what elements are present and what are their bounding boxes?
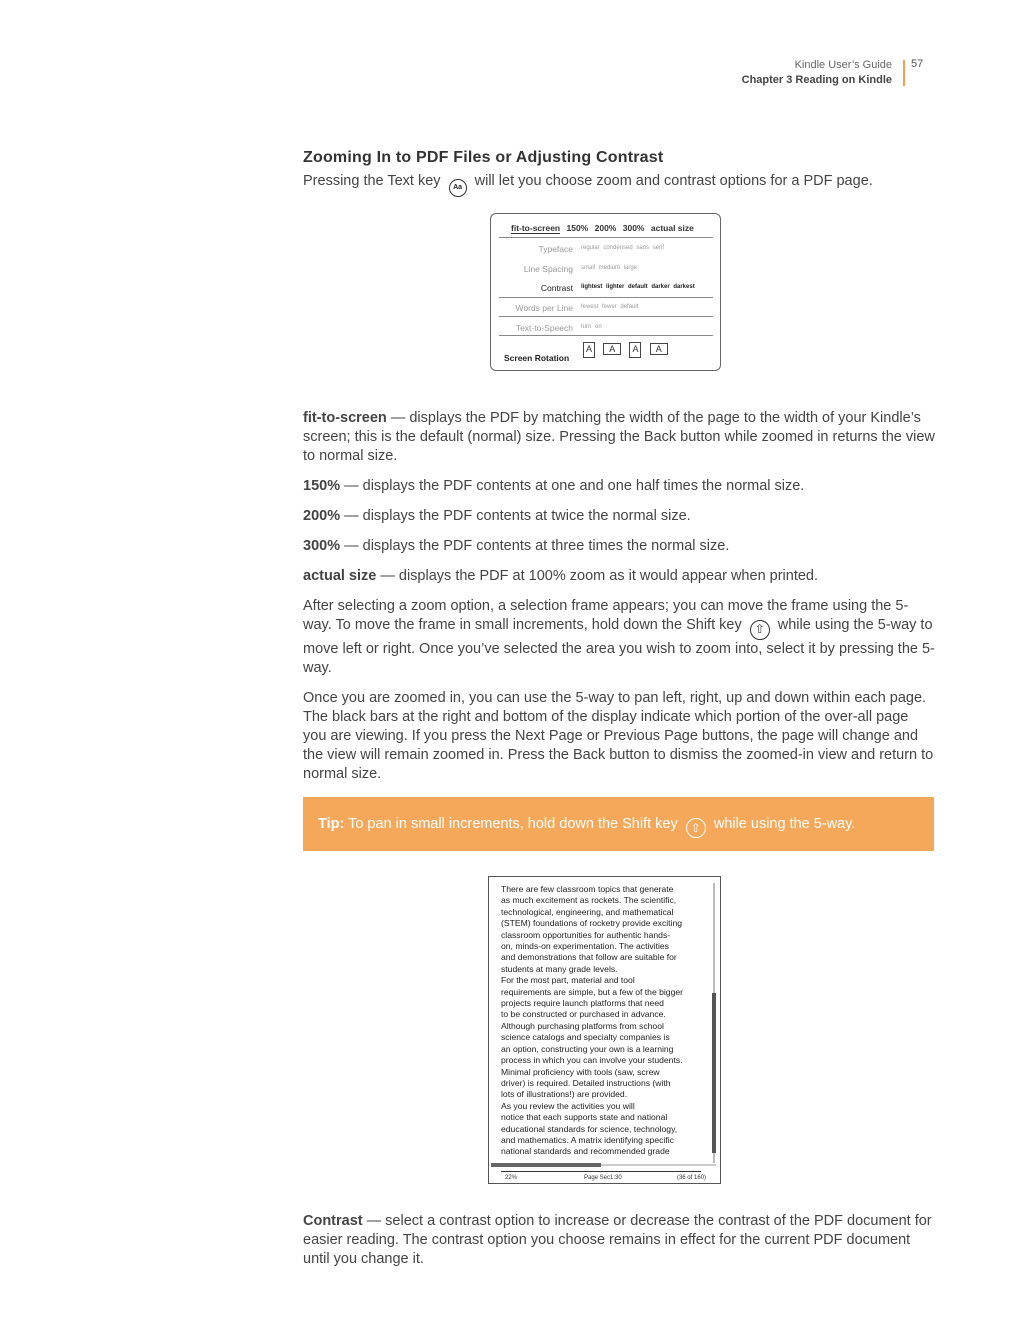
definition-text: — displays the PDF contents at twice the normal size. [340,508,691,524]
intro-paragraph [303,172,935,197]
kindle-footer [489,1171,720,1181]
rotation-landscape-right-icon: A [603,343,621,355]
horizontal-position-bar [491,1164,716,1166]
rotation-portrait-inverted-icon: A [629,342,641,358]
chapter-title: Chapter 3 Reading on Kindle [741,74,892,86]
zoom-options [511,223,698,233]
definition-fit-to-screen [303,409,935,466]
definition-term: Contrast [303,1213,363,1229]
menu-row-label: Typeface [538,244,573,254]
header-divider [903,60,905,86]
zoom-select-text-after: while using the 5-way to move left or right. Once you’ve selected the area you wish to zoom into, select it by pressing the 5-way. [303,617,935,676]
definition-term: fit-to-screen [303,410,387,426]
vertical-position-bar [713,883,715,1163]
tip-label: Tip: [318,816,345,832]
menu-row-options: small medium large [581,265,638,271]
shift-key-icon: ⇧ [686,818,706,838]
definition-contrast [303,1212,935,1269]
definition-term: 200% [303,508,341,524]
page-number: 57 [911,58,924,70]
definition-text: — displays the PDF contents at three times the normal size. [340,538,730,554]
zoom-option-150: 150% [566,223,589,233]
definition-text: — displays the PDF contents at one and one half times the normal size. [340,478,805,494]
guide-title: Kindle User’s Guide [794,59,892,71]
definition-actual-size [303,567,935,586]
vertical-position-thumb [712,993,716,1153]
rotation-portrait-icon: A [583,342,595,358]
screen-rotation-label: Screen Rotation [504,353,570,363]
menu-row-words-per-line [499,298,713,318]
definition-200 [303,507,935,526]
menu-row-contrast [499,278,713,298]
reading-progress-line [501,1171,701,1172]
intro-text-before: Pressing the Text key [303,173,441,189]
page-label: Page Sec1:30 [584,1175,622,1181]
zoom-option-200: 200% [594,223,617,233]
definition-term: 150% [303,478,341,494]
zoom-select-text-before: After selecting a zoom option, a selection frame appears; you can move the frame using the 5-way. To move the frame in small increments, hold down the Shift key [303,598,909,633]
page-location: (36 of 160) [676,1175,706,1181]
kindle-zoomed-page-screenshot [488,876,721,1184]
definition-text: — displays the PDF by matching the width of the page to the width of your Kindle’s screen; this is the default (normal) size. Pressing the Back button while zoomed in returns the view to normal size. [303,410,935,464]
definition-text: — select a contrast option to increase or decrease the contrast of the PDF document for easier reading. The contrast option you choose remains in effect for the current PDF document until you change it. [303,1213,932,1267]
zoom-option-actual: actual size [650,223,694,233]
text-key-icon: Aa [449,179,467,197]
menu-row-options: fewest fewer default [581,304,639,310]
kindle-page-text: There are few classroom topics that generate as much excitement as rockets. The scientific, technological, engineering, and mathematical (STEM) foundations of rocketry provide exciting classroom opportunities for authentic hands- on, minds-on experimentation. The activities and demonstrations that follow are suitable for students at many grade levels. For the most part, material and tool requirements are simple, but a few of the bigger projects require launch platforms that need to be constructed or purchased in advance. Although purchasing platforms from school science catalogs and specialty companies is an option, constructing your own is a learning process in which you can involve your students. Minimal proficiency with tools (saw, screw driver) is required. Detailed instructions (with lots of illustrations!) are provided. As you review the activities you will notice that each supports state and national educational standards for science, technology, and mathematics. A matrix identifying specific national standards and recommended grade [501,884,683,1157]
definition-term: actual size [303,568,377,584]
menu-divider [499,335,713,336]
menu-row-label: Text-to-Speech [515,323,573,333]
reading-percent: 22% [505,1175,518,1181]
zoomed-in-paragraph: Once you are zoomed in, you can use the 5-way to pan left, right, up and down within each page. The black bars at the right and bottom of the display indicate which portion of the over-all page you are viewing. If you press the Next Page or Previous Page buttons, the page will change and the view will remain zoomed in. Press the Back button to dismiss the zoomed-in view and return to normal size. [303,689,934,782]
tip-text-after: while using the 5-way. [713,816,856,832]
intro-text-after: will let you choose zoom and contrast options for a PDF page. [474,173,873,189]
definition-term: 300% [303,538,341,554]
tip-text-before: To pan in small increments, hold down the Shift key [348,816,678,832]
menu-row-options: lightest lighter default darker darkest [581,284,695,290]
contrast-block [303,1212,935,1269]
zoom-option-fit: fit-to-screen [511,223,561,233]
intro-block [303,148,935,197]
menu-row-label: Line Spacing [523,264,573,274]
definitions-block [303,409,935,784]
menu-row-typeface [499,239,713,259]
zoom-option-300: 300% [622,223,645,233]
shift-key-icon: ⇧ [750,620,770,640]
definition-150 [303,477,935,496]
text-menu-screenshot [490,213,721,371]
menu-row-options: turn on [581,324,602,330]
tip-box [303,797,934,851]
menu-divider [499,316,713,317]
section-title: Zooming In to PDF Files or Adjusting Contrast [303,149,664,166]
rotation-landscape-left-icon: A [650,343,668,355]
rotation-icons [583,342,674,358]
menu-row-options: regular condensed sans serif [581,245,665,251]
horizontal-position-thumb [491,1163,601,1167]
running-header [742,58,892,88]
menu-divider [499,237,713,238]
definition-300 [303,537,935,556]
menu-row-label: Contrast [540,283,573,293]
zoom-selection-paragraph [303,597,935,678]
menu-row-label: Words per Line [515,303,573,313]
definition-text: — displays the PDF at 100% zoom as it would appear when printed. [376,568,819,584]
menu-row-line-spacing [499,259,713,279]
